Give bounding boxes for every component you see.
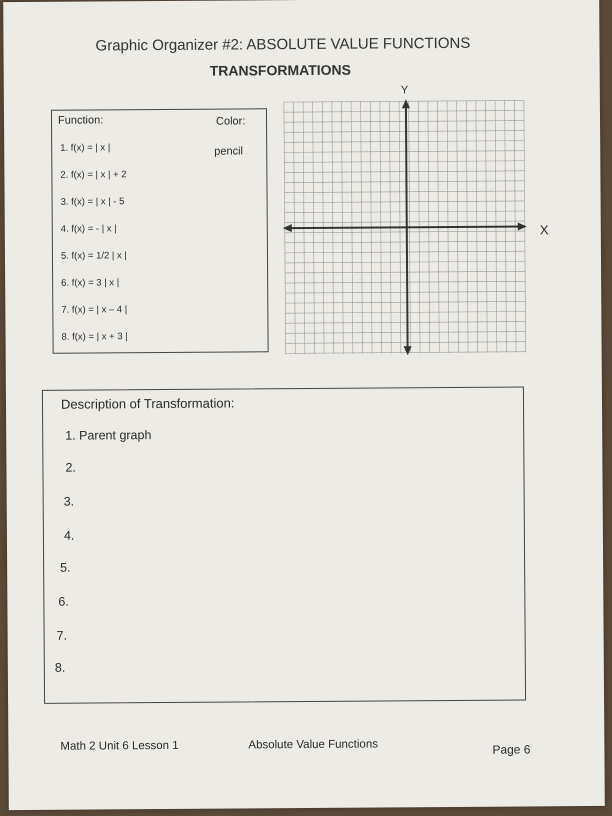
- description-heading: Description of Transformation:: [60, 395, 235, 412]
- y-axis-label: Y: [400, 84, 409, 97]
- description-item: 6.: [58, 594, 69, 609]
- function-item: 3. f(x) = | x | - 5: [60, 196, 125, 208]
- color-column-header: Color:: [215, 115, 246, 128]
- description-item: 1. Parent graph: [65, 428, 152, 443]
- function-item: 8. f(x) = | x + 3 |: [61, 331, 128, 343]
- function-column-header: Function:: [57, 114, 104, 127]
- footer-topic: Absolute Value Functions: [248, 738, 378, 752]
- color-value: pencil: [214, 145, 244, 158]
- description-item: 2.: [65, 460, 76, 475]
- description-item: 4.: [63, 528, 75, 543]
- coordinate-grid: [280, 84, 530, 356]
- description-item: 3.: [63, 494, 75, 509]
- page-number: Page 6: [492, 742, 531, 757]
- worksheet-page: [3, 0, 605, 810]
- footer-course: Math 2 Unit 6 Lesson 1: [60, 739, 179, 753]
- page-title: Graphic Organizer #2: ABSOLUTE VALUE FUNCTIONS: [95, 34, 471, 55]
- page-subtitle: TRANSFORMATIONS: [209, 61, 352, 79]
- x-axis-label: X: [539, 222, 549, 238]
- description-item: 7.: [56, 628, 68, 643]
- description-box: [42, 386, 526, 703]
- function-item: 1. f(x) = | x |: [60, 142, 111, 154]
- function-item: 7. f(x) = | x – 4 |: [61, 304, 128, 316]
- function-item: 6. f(x) = 3 | x |: [61, 277, 120, 289]
- function-item: 5. f(x) = 1/2 | x |: [60, 250, 127, 262]
- function-item: 2. f(x) = | x | + 2: [60, 169, 127, 181]
- description-item: 8.: [54, 660, 66, 675]
- function-item: 4. f(x) = - | x |: [60, 223, 117, 235]
- functions-table: [51, 108, 269, 354]
- description-item: 5.: [60, 560, 71, 575]
